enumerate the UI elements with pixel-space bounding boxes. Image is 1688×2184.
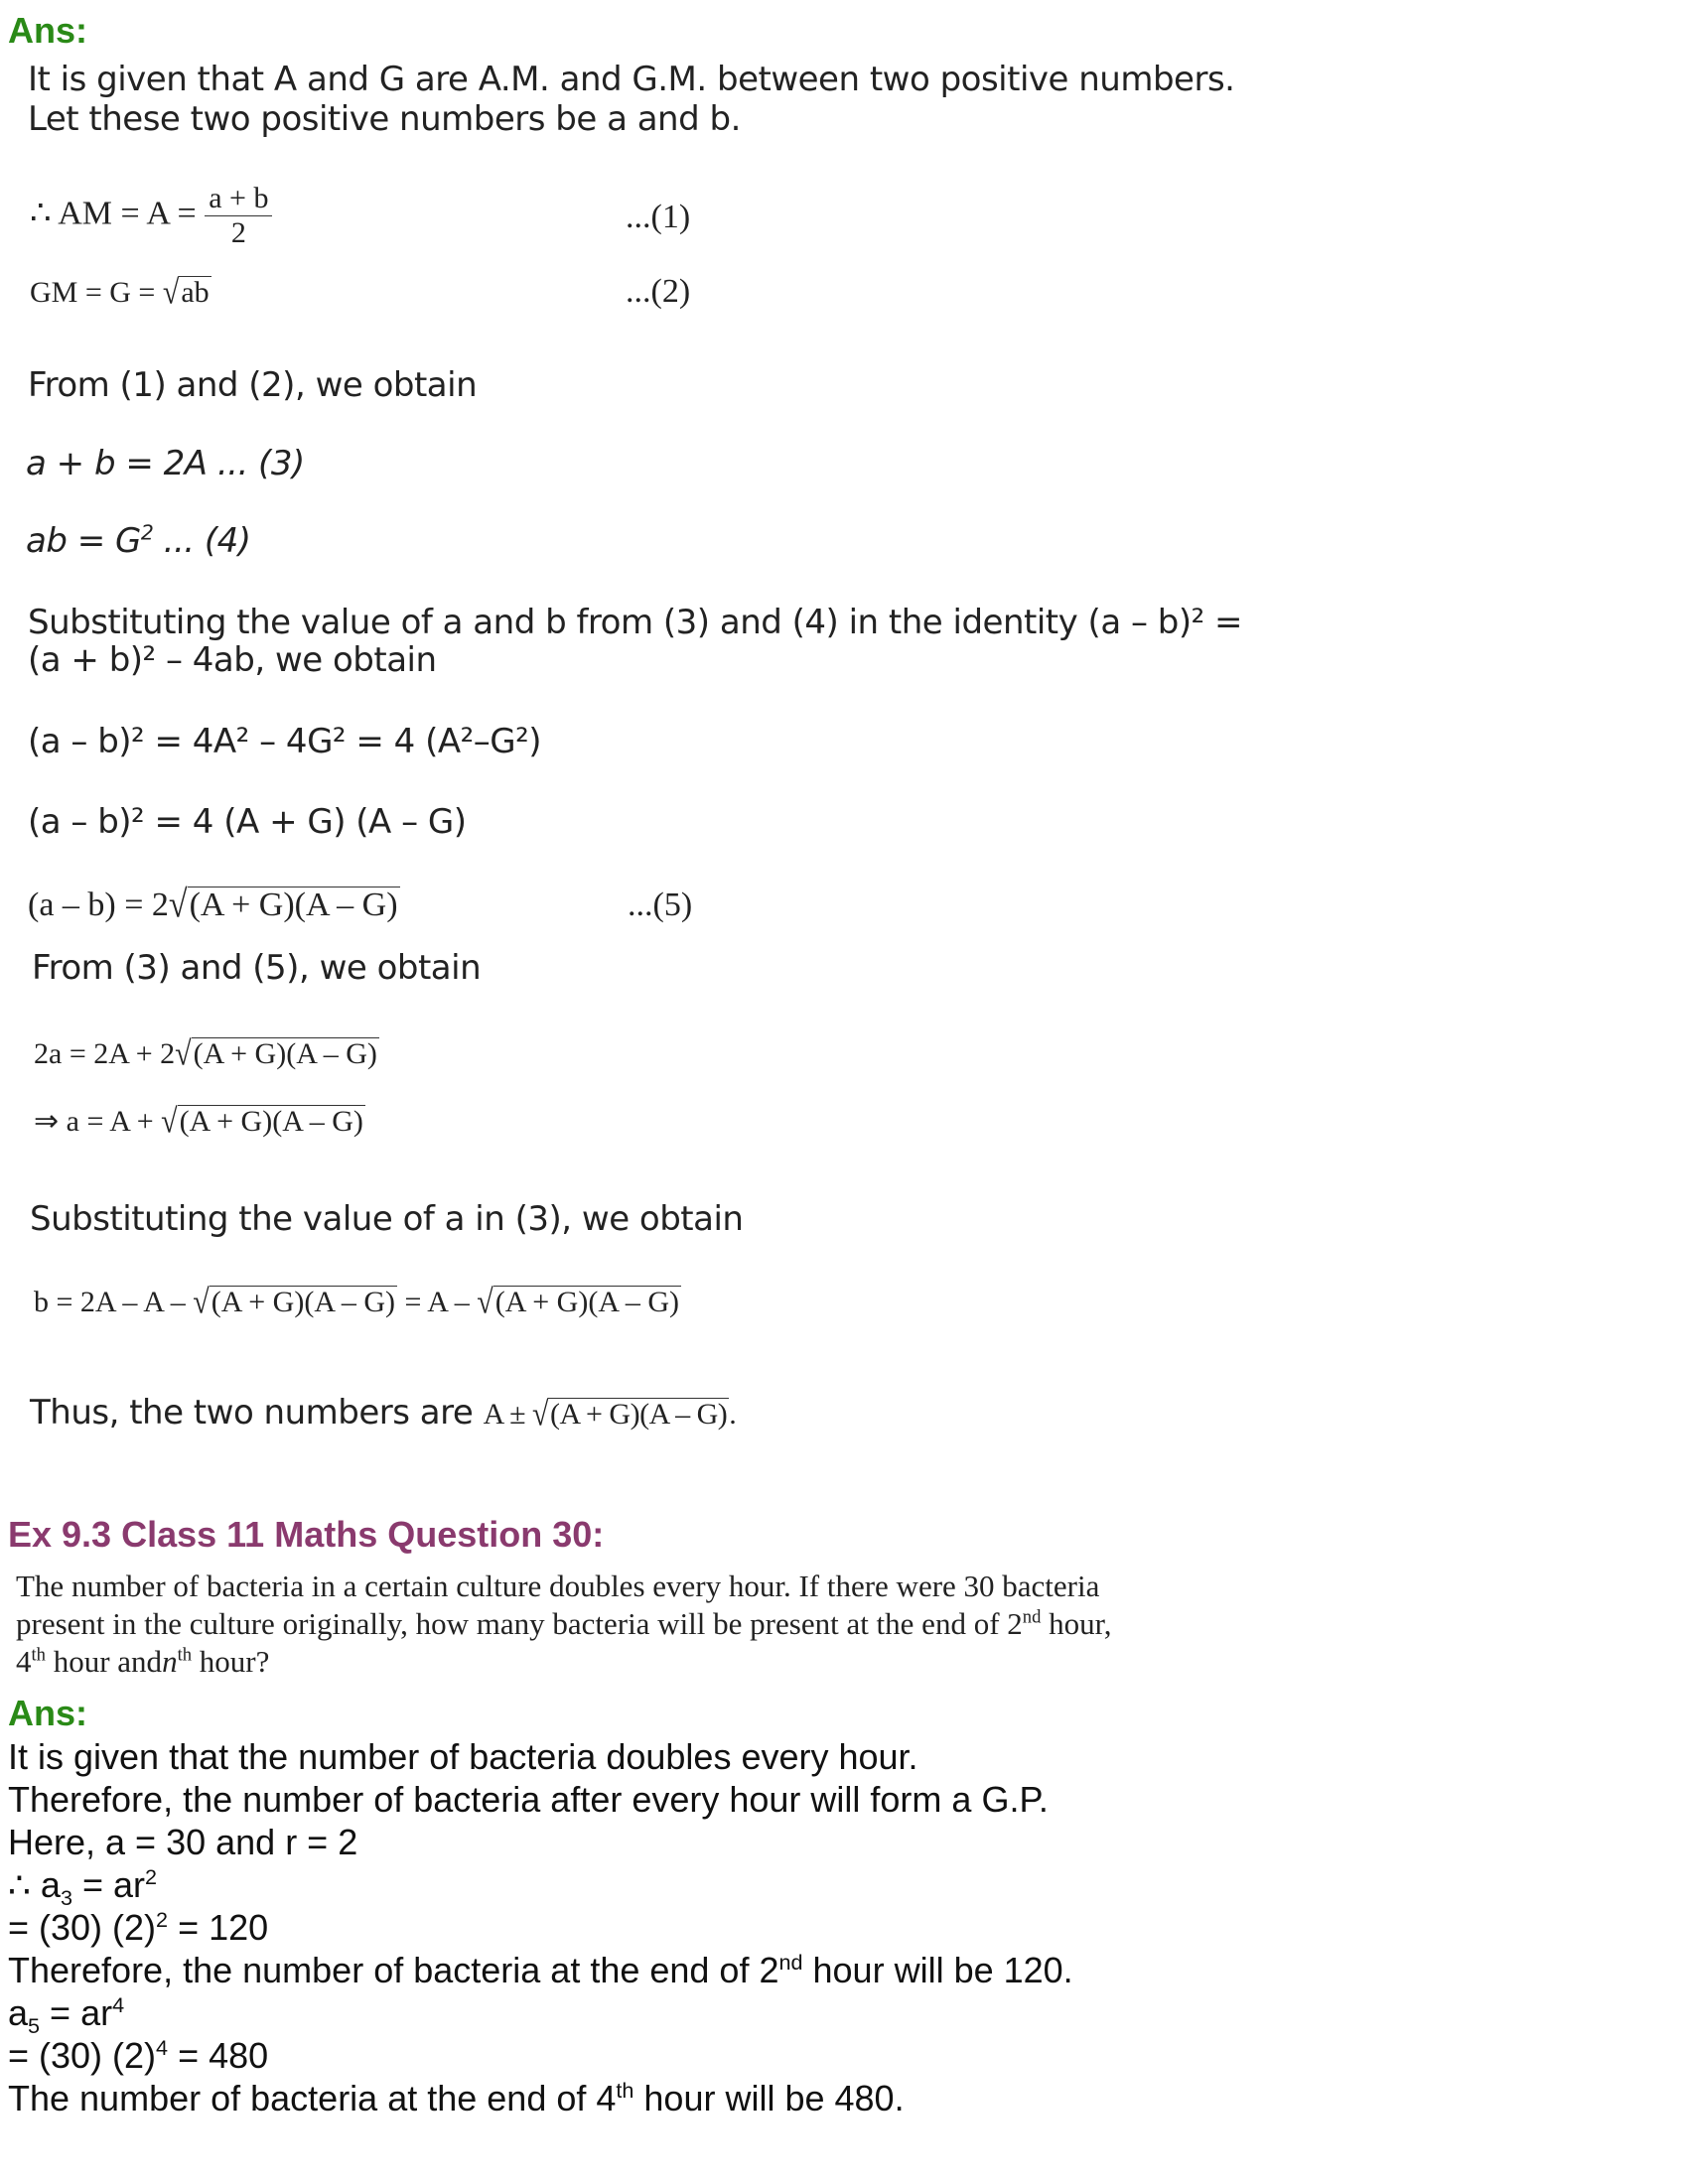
radicand: (A + G)(A – G)	[189, 887, 398, 923]
answer-heading: Ans:	[8, 10, 87, 51]
answer-text: Therefore, the number of bacteria at the end of 2	[8, 1950, 779, 1990]
radicand: (A + G)(A – G)	[494, 1286, 679, 1318]
equation-text: = A –	[397, 1286, 478, 1318]
answer-line	[8, 1949, 1073, 1991]
superscript: nd	[1022, 1606, 1042, 1628]
equation-3: a + b = 2A ... (3)	[26, 444, 305, 483]
subscript: 5	[28, 2013, 41, 2039]
answer-text: = 480	[168, 2035, 269, 2076]
text-line: (a + b)² – 4ab, we obtain	[28, 640, 437, 680]
answer-heading: Ans:	[8, 1693, 87, 1733]
answer-line	[8, 2077, 1073, 2119]
square-root: √(A + G)(A – G)	[193, 1283, 395, 1321]
answer-line: Therefore, the number of bacteria after every hour will form a G.P.	[8, 1779, 1049, 1820]
square-root: √(A + G)(A – G)	[168, 884, 398, 926]
equation-ref: ...(2)	[626, 273, 691, 310]
answer-text: = (30) (2)	[8, 2035, 157, 2076]
intro-line: It is given that A and G are A.M. and G.M. between two positive numbers.	[28, 60, 1235, 99]
superscript: 4	[112, 1992, 125, 2017]
text-line: From (3) and (5), we obtain	[32, 948, 482, 988]
equation-text: ab = G	[26, 521, 141, 561]
equation-ref: ...(1)	[626, 199, 691, 235]
square-root: √(A + G)(A – G)	[175, 1034, 377, 1073]
equation-gm	[30, 273, 211, 312]
superscript: th	[616, 2078, 634, 2103]
answer-text: = ar	[40, 1992, 113, 2033]
radicand: (A + G)(A – G)	[193, 1037, 377, 1070]
question-line	[16, 1644, 269, 1680]
equation-text: (a – b) = 2	[28, 887, 169, 923]
equation-text: b = 2A – A –	[34, 1286, 194, 1318]
subscript: 3	[60, 1885, 72, 1911]
answer-text: = (30) (2)	[8, 1907, 157, 1948]
answer-text: a	[8, 1992, 29, 2033]
conclusion-expr	[483, 1395, 737, 1433]
question-text: hour and	[45, 1644, 163, 1679]
answer-text: = 120	[168, 1907, 269, 1948]
answer-body	[8, 1735, 1073, 2119]
answer-line: Here, a = 30 and r = 2	[8, 1822, 358, 1862]
superscript: th	[177, 1644, 193, 1666]
equation-ref: ...(5)	[628, 887, 693, 923]
equation-line: (a – b)² = 4A² – 4G² = 4 (A²–G²)	[28, 722, 541, 761]
fraction	[205, 182, 272, 250]
radicand: (A + G)(A – G)	[211, 1286, 395, 1318]
square-root: √(A + G)(A – G)	[161, 1102, 363, 1141]
superscript: nd	[778, 1950, 803, 1975]
superscript: 2	[145, 1864, 158, 1889]
answer-text: = ar	[71, 1864, 145, 1905]
answer-line	[8, 2034, 1073, 2077]
equation-text: GM = G =	[30, 276, 163, 309]
equation-5	[28, 884, 400, 926]
answer-text: hour will be 120.	[802, 1950, 1073, 1990]
superscript: th	[31, 1644, 46, 1666]
equation-6	[34, 1034, 379, 1073]
question-text: hour?	[192, 1644, 270, 1679]
equation-7	[34, 1104, 365, 1139]
answer-text: hour will be 480.	[633, 2078, 905, 2118]
question-heading: Ex 9.3 Class 11 Maths Question 30:	[8, 1514, 605, 1555]
question-text: 4	[16, 1644, 32, 1679]
text-line: From (1) and (2), we obtain	[28, 365, 478, 405]
equation-am	[30, 182, 272, 250]
superscript: 2	[156, 1907, 169, 1932]
question-text: present in the culture originally, how many bacteria will be present at the end of 2	[16, 1606, 1023, 1641]
conclusion-line	[30, 1393, 736, 1433]
square-root: √ab	[162, 273, 210, 312]
question-line	[16, 1606, 1111, 1642]
superscript: 4	[156, 2035, 169, 2060]
answer-line	[8, 1863, 1073, 1911]
equation-text: A ±	[483, 1398, 533, 1431]
answer-text: The number of bacteria at the end of 4	[8, 2078, 617, 2118]
equation-4: ab = $G^2$ ... (4)	[26, 520, 251, 561]
answer-line: It is given that the number of bacteria doubles every hour.	[8, 1736, 918, 1777]
conclusion-text: Thus, the two numbers are	[30, 1393, 484, 1433]
equation-text: .	[729, 1398, 737, 1431]
equation-line: (a – b)² = 4 (A + G) (A – G)	[28, 802, 467, 842]
text-line: Substituting the value of a in (3), we obtain	[30, 1199, 744, 1239]
answer-line	[8, 1906, 1073, 1949]
equation-text: 2a = 2A + 2	[34, 1037, 176, 1070]
question-line: The number of bacteria in a certain culture doubles every hour. If there were 30 bacteria	[16, 1569, 1100, 1603]
fraction-numerator: a + b	[205, 182, 272, 216]
radicand: ab	[181, 276, 210, 309]
intro-line: Let these two positive numbers be a and b.	[28, 99, 741, 139]
answer-line	[8, 1991, 1073, 2039]
square-root: √(A + G)(A – G)	[477, 1283, 679, 1321]
question-text: hour,	[1041, 1606, 1112, 1641]
answer-text: ∴ a	[8, 1864, 61, 1905]
question-variable: n	[162, 1644, 178, 1679]
square-root: √(A + G)(A – G)	[532, 1395, 728, 1433]
text-line: Substituting the value of a and b from (3) and (4) in the identity (a – b)² =	[28, 603, 1243, 642]
equation-8	[34, 1283, 681, 1321]
radicand: (A + G)(A – G)	[179, 1105, 363, 1138]
equation-text: ⇒ a = A +	[34, 1105, 162, 1138]
fraction-denominator: 2	[230, 216, 246, 249]
radicand: (A + G)(A – G)	[550, 1398, 728, 1431]
equation-text: ∴ AM = A =	[30, 195, 206, 232]
equation-text: ... (4)	[153, 521, 251, 561]
